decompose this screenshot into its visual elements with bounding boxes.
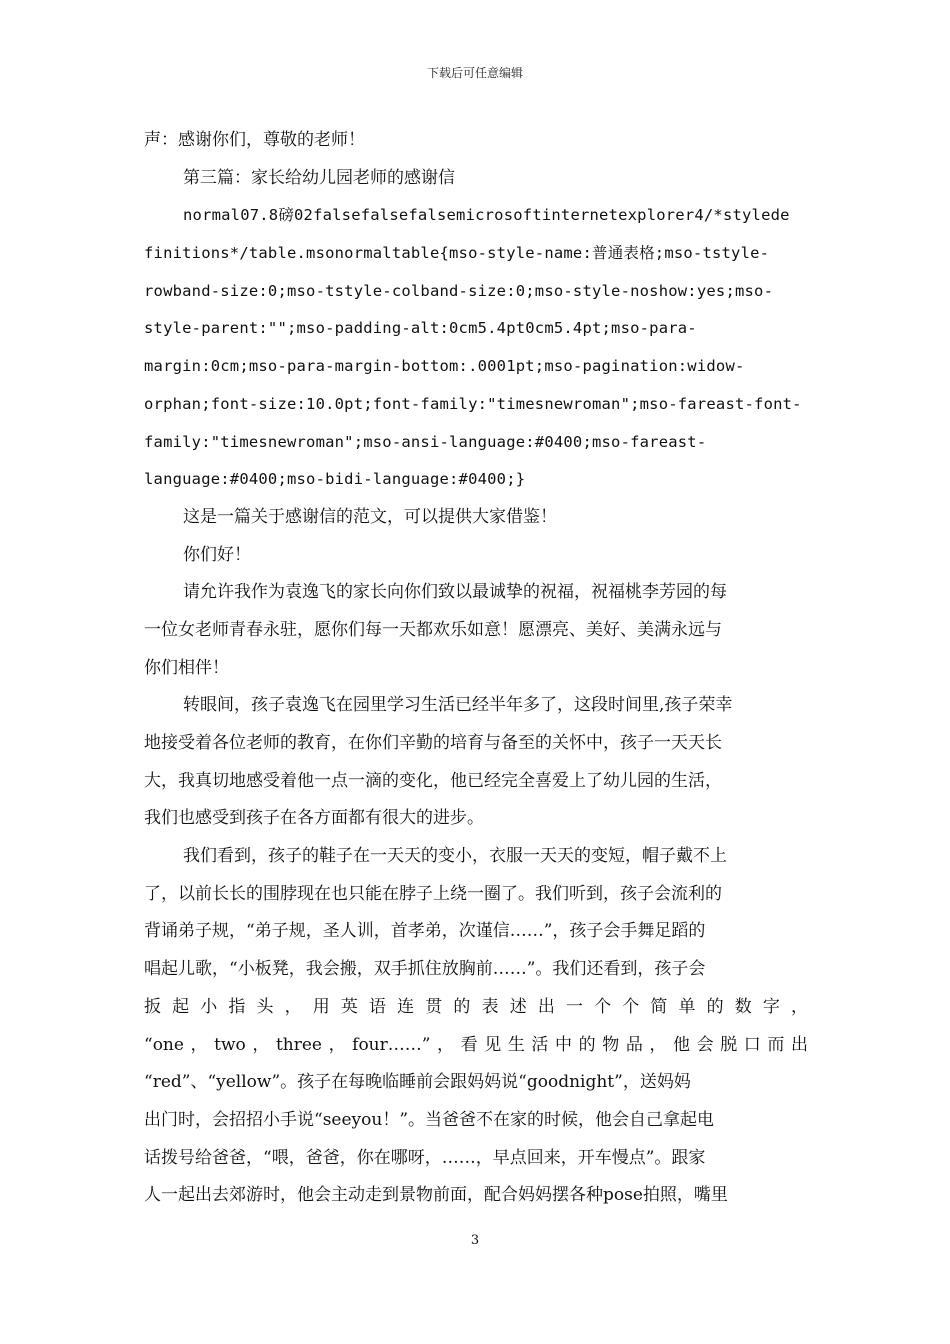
text-line: “red”、“yellow”。孩子在每晚临睡前会跟妈妈说“goodnight”，送妈妈: [144, 1072, 691, 1093]
code-line: orphan;font-size:10.0pt;font-family:"timesnewroman";mso-fareast-font-: [144, 394, 802, 413]
text-line: 背诵弟子规，“弟子规，圣人训，首孝弟，次谨信……”，孩子会手舞足蹈的: [144, 921, 706, 942]
greeting-line: 你们好！: [183, 544, 251, 565]
text-line: 扳起小指头，用英语连贯的表述出一个个简单的数字，: [144, 996, 808, 1017]
code-line: normal07.8磅02falsefalsefalsemicrosoftinternetexplorer4/*stylede: [183, 206, 790, 225]
text-line: 我们看到，孩子的鞋子在一天天的变小，衣服一天天的变短，帽子戴不上: [183, 846, 727, 867]
text-line: 一位女老师青春永驻，愿你们每一天都欢乐如意！愿漂亮、美好、美满永远与: [144, 619, 722, 640]
code-line: family:"timesnewroman";mso-ansi-language:#0400;mso-fareast-: [144, 432, 707, 451]
text-line: 你们相伴！: [144, 657, 229, 678]
code-line: language:#0400;mso-bidi-language:#0400;}: [144, 470, 526, 489]
code-line: finitions*/table.msonormaltable{mso-style-name:普通表格;mso-tstyle-: [144, 244, 770, 263]
page-header: 下载后可任意编辑: [426, 66, 523, 80]
code-line: style-parent:"";mso-padding-alt:0cm5.4pt0cm5.4pt;mso-para-: [144, 319, 697, 338]
text-line: 出门时，会招招小手说“seeyou！”。当爸爸不在家的时候，他会自己拿起电: [144, 1109, 715, 1130]
text-line: 请允许我作为袁逸飞的家长向你们致以最诚挚的祝福，祝福桃李芳园的每: [183, 582, 727, 603]
text-line: 了，以前长长的围脖现在也只能在脖子上绕一圈了。我们听到，孩子会流利的: [144, 883, 722, 904]
text-line: 大，我真切地感受着他一点一滴的变化，他已经完全喜爱上了幼儿园的生活，: [144, 770, 722, 791]
text-line: 人一起出去郊游时，他会主动走到景物前面，配合妈妈摆各种pose拍照，嘴里: [144, 1185, 728, 1206]
page-number: 3: [470, 1233, 480, 1248]
code-line: margin:0cm;mso-para-margin-bottom:.0001pt;mso-pagination:widow-: [144, 357, 745, 376]
text-line: 唱起儿歌，“小板凳，我会搬，双手抓住放胸前……”。我们还看到，孩子会: [144, 959, 706, 980]
document-body: [144, 122, 808, 1215]
text-line: 我们也感受到孩子在各方面都有很大的进步。: [144, 808, 484, 829]
text-line: 这是一篇关于感谢信的范文，可以提供大家借鉴！: [183, 506, 557, 527]
text-line: 转眼间，孩子袁逸飞在园里学习生活已经半年多了，这段时间里,孩子荣幸: [183, 695, 733, 716]
section-title: 第三篇：家长给幼儿园老师的感谢信: [183, 167, 455, 188]
text-line: “one，two，three，four……”，看见生活中的物品，他会脱口而出: [144, 1034, 808, 1055]
text-line: 话拨号给爸爸，“喂，爸爸，你在哪呀，……，早点回来，开车慢点”。跟家: [144, 1147, 706, 1168]
text-line: 声：感谢你们，尊敬的老师！: [144, 130, 365, 150]
code-line: rowband-size:0;mso-tstyle-colband-size:0;mso-style-noshow:yes;mso-: [144, 281, 774, 300]
text-line: 地接受着各位老师的教育，在你们辛勤的培育与备至的关怀中，孩子一天天长: [144, 733, 722, 753]
